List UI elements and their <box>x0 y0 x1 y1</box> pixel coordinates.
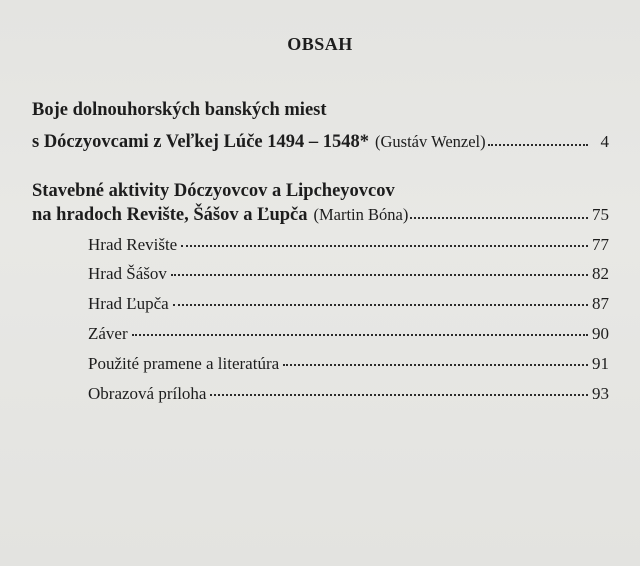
entry-2-title-line-2: na hradoch Revište, Šášov a Ľupča <box>32 205 308 225</box>
subentry-page-number: 93 <box>592 384 609 403</box>
subentry-label: Hrad Šášov <box>88 264 167 283</box>
toc-subentry <box>88 325 609 342</box>
entry-1-author: (Gustáv Wenzel) <box>375 132 486 151</box>
subentry-page-number: 87 <box>592 294 609 313</box>
dot-leader <box>132 334 588 336</box>
toc-entry-1 <box>32 133 609 152</box>
dot-leader <box>410 217 588 219</box>
toc-subentry <box>88 385 609 402</box>
dot-leader <box>171 274 588 276</box>
subentry-label: Hrad Ľupča <box>88 294 169 313</box>
entry-2-author: (Martin Bóna) <box>313 205 409 224</box>
entry-1-title-line-1: Boje dolnouhorských banských miest <box>32 100 327 120</box>
dot-leader <box>488 144 588 146</box>
subentry-label: Použité pramene a literatúra <box>88 354 280 373</box>
subentry-label: Obrazová príloha <box>88 384 207 403</box>
dot-leader <box>181 245 588 247</box>
entry-2-page-number: 75 <box>592 205 609 224</box>
entry-2-title-line-1: Stavebné aktivity Dóczyovcov a Lipcheyovcov <box>32 181 395 201</box>
toc-entry-2 <box>32 206 609 225</box>
dot-leader <box>283 364 588 366</box>
subentry-page-number: 90 <box>592 324 609 343</box>
subentry-label: Záver <box>88 324 128 343</box>
entry-1-title-line-2: s Dóczyovcami z Veľkej Lúče 1494 – 1548* <box>32 132 370 152</box>
toc-subentry <box>88 295 609 312</box>
toc-subentry <box>88 236 609 253</box>
toc-subentry <box>88 265 609 282</box>
dot-leader <box>210 394 588 396</box>
dot-leader <box>173 304 588 306</box>
subentry-page-number: 91 <box>592 354 609 373</box>
contents-heading: OBSAH <box>287 34 353 54</box>
entry-1-page-number: 4 <box>600 132 609 151</box>
toc-subentry <box>88 355 609 372</box>
subentry-page-number: 82 <box>592 264 609 283</box>
subentry-label: Hrad Revište <box>88 235 178 254</box>
subentry-page-number: 77 <box>592 235 609 254</box>
